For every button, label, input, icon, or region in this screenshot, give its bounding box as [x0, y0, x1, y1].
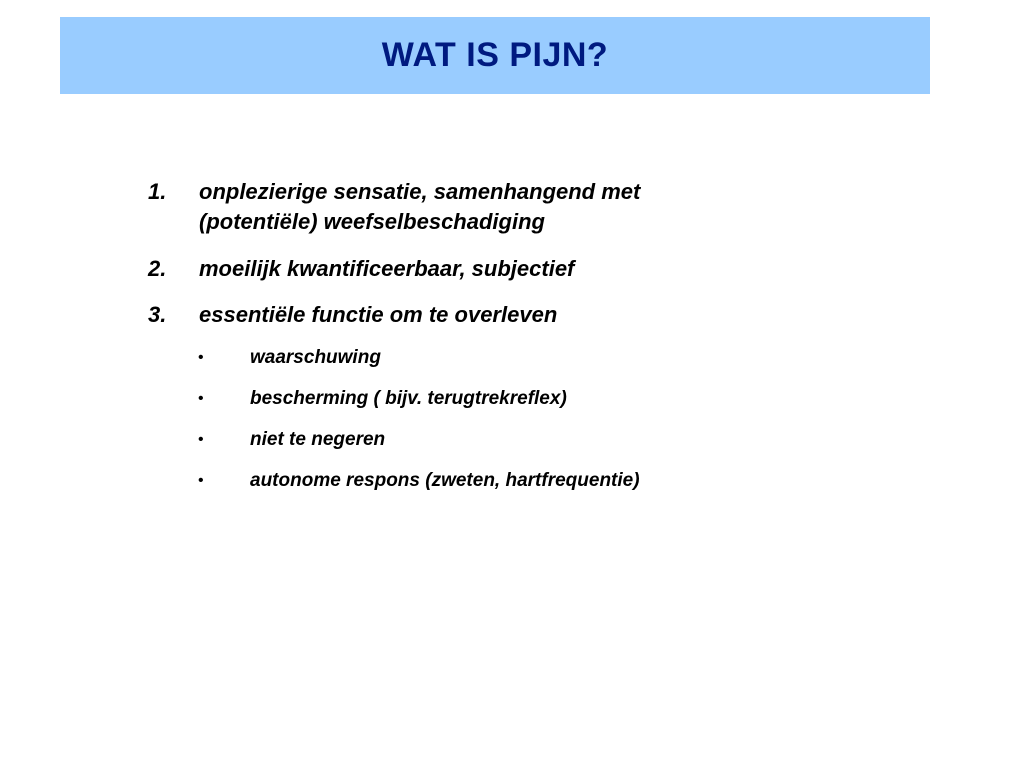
sub-item-text: waarschuwing: [250, 347, 381, 368]
list-item-number: 3.: [148, 302, 167, 327]
list-item-number: 2.: [148, 256, 167, 281]
bullet-icon: •: [198, 349, 204, 366]
list-item-line: onplezierige sensatie, samenhangend met: [199, 179, 641, 204]
bullet-icon: •: [198, 390, 204, 407]
list-item-line: moeilijk kwantificeerbaar, subjectief: [199, 256, 575, 281]
slide-title: WAT IS PIJN?: [381, 36, 609, 74]
list-item-line: essentiële functie om te overleven: [199, 302, 558, 327]
list-item-line: (potentiële) weefselbeschadiging: [199, 209, 545, 234]
sub-item-text: bescherming ( bijv. terugtrekreflex): [250, 388, 567, 409]
bullet-icon: •: [198, 431, 204, 448]
bullet-icon: •: [198, 472, 204, 489]
list-item-text: [199, 254, 759, 284]
list-item-text: [199, 300, 759, 330]
list-item-text: [199, 177, 759, 237]
sub-item-text: autonome respons (zweten, hartfrequentie): [250, 470, 640, 491]
list-item-number: 1.: [148, 179, 167, 204]
sub-item-text: niet te negeren: [250, 429, 386, 450]
